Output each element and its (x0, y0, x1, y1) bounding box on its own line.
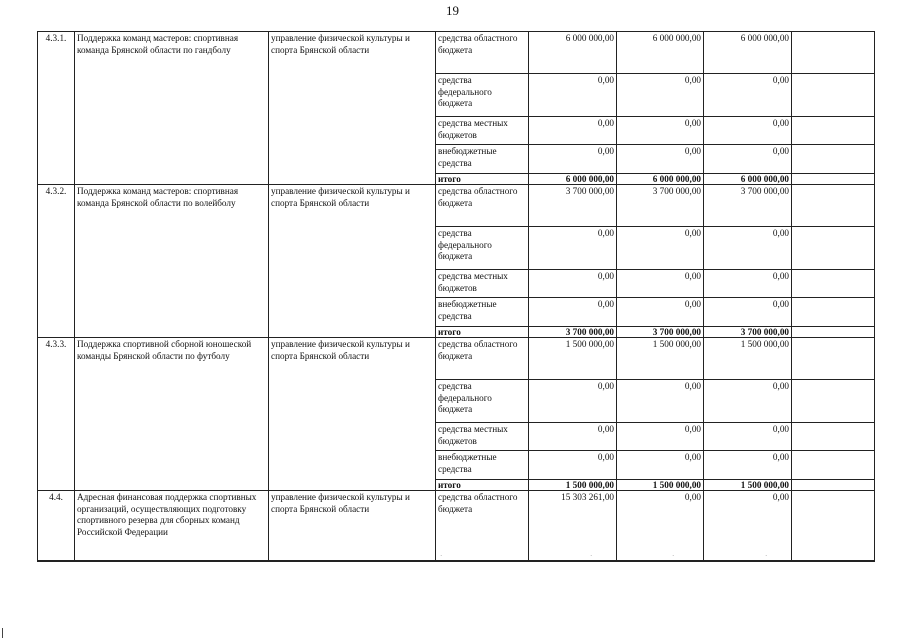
amount-year-1: 0,00 (529, 227, 617, 270)
funding-source: итого (436, 480, 529, 491)
item-number: 4.3.2. (38, 185, 75, 338)
amount-year-3: 3 700 000,00 (704, 327, 792, 338)
amount-year-2: 0,00 (617, 491, 704, 562)
page-number: 19 (446, 3, 459, 18)
item-name: Поддержка команд мастеров: спортивная команда Брянской области по гандболу (75, 32, 269, 185)
amount-year-1: 3 700 000,00 (529, 327, 617, 338)
amount-year-2: 6 000 000,00 (617, 32, 704, 74)
amount-year-1: 0,00 (529, 74, 617, 117)
amount-year-1: 6 000 000,00 (529, 32, 617, 74)
item-executor: управление физической культуры и спорта Брянской области (269, 185, 436, 338)
amount-year-2: 0,00 (617, 145, 704, 174)
amount-year-3: 6 000 000,00 (704, 32, 792, 74)
amount-year-1: 1 500 000,00 (529, 480, 617, 491)
item-executor: управление физической культуры и спорта Брянской области (269, 338, 436, 491)
funding-source: итого (436, 327, 529, 338)
amount-year-1: 0,00 (529, 451, 617, 480)
funding-source: средства областного бюджета (436, 491, 529, 562)
scan-noise: · (672, 552, 675, 560)
amount-year-3: 0,00 (704, 491, 792, 562)
empty-cell (792, 423, 875, 451)
empty-cell (792, 227, 875, 270)
empty-cell (792, 270, 875, 298)
item-executor: управление физической культуры и спорта Брянской области (269, 491, 436, 562)
empty-cell (792, 185, 875, 227)
empty-cell (792, 145, 875, 174)
amount-year-2: 0,00 (617, 227, 704, 270)
empty-cell (792, 451, 875, 480)
table-row (38, 185, 875, 227)
amount-year-2: 0,00 (617, 270, 704, 298)
funding-source: средства федерального бюджета (436, 227, 529, 270)
amount-year-1: 0,00 (529, 423, 617, 451)
amount-year-3: 6 000 000,00 (704, 174, 792, 185)
table-row (38, 32, 875, 74)
amount-year-1: 0,00 (529, 298, 617, 327)
amount-year-1: 0,00 (529, 380, 617, 423)
funding-source: внебюджетные средства (436, 451, 529, 480)
scan-noise: · (765, 552, 768, 560)
item-name: Адресная финансовая поддержка спортивных организаций, осуществляющих подготовку спортивного резерва для сборных команд Российской Федерации (75, 491, 269, 562)
funding-source: средства областного бюджета (436, 338, 529, 380)
funding-source: итого (436, 174, 529, 185)
empty-cell (792, 491, 875, 562)
funding-source: средства федерального бюджета (436, 74, 529, 117)
amount-year-3: 1 500 000,00 (704, 480, 792, 491)
amount-year-3: 0,00 (704, 270, 792, 298)
amount-year-2: 6 000 000,00 (617, 174, 704, 185)
amount-year-3: 0,00 (704, 298, 792, 327)
amount-year-2: 0,00 (617, 423, 704, 451)
item-number: 4.3.1. (38, 32, 75, 185)
amount-year-1: 1 500 000,00 (529, 338, 617, 380)
scan-noise: · (440, 552, 443, 560)
item-number: 4.3.3. (38, 338, 75, 491)
funding-source: средства областного бюджета (436, 185, 529, 227)
amount-year-2: 0,00 (617, 117, 704, 145)
funding-source: средства федерального бюджета (436, 380, 529, 423)
funding-source: внебюджетные средства (436, 298, 529, 327)
amount-year-1: 0,00 (529, 117, 617, 145)
amount-year-1: 0,00 (529, 145, 617, 174)
amount-year-3: 0,00 (704, 380, 792, 423)
amount-year-3: 0,00 (704, 145, 792, 174)
amount-year-2: 1 500 000,00 (617, 480, 704, 491)
amount-year-1: 0,00 (529, 270, 617, 298)
item-name: Поддержка спортивной сборной юношеской команды Брянской области по футболу (75, 338, 269, 491)
amount-year-3: 0,00 (704, 227, 792, 270)
amount-year-3: 1 500 000,00 (704, 338, 792, 380)
table-row (38, 491, 875, 562)
budget-table (37, 31, 875, 562)
funding-source: средства местных бюджетов (436, 423, 529, 451)
empty-cell (792, 480, 875, 491)
amount-year-3: 0,00 (704, 451, 792, 480)
empty-cell (792, 327, 875, 338)
amount-year-2: 3 700 000,00 (617, 327, 704, 338)
empty-cell (792, 174, 875, 185)
amount-year-2: 0,00 (617, 298, 704, 327)
amount-year-3: 0,00 (704, 423, 792, 451)
table-row (38, 338, 875, 380)
amount-year-1: 6 000 000,00 (529, 174, 617, 185)
amount-year-2: 0,00 (617, 451, 704, 480)
amount-year-2: 3 700 000,00 (617, 185, 704, 227)
funding-source: внебюджетные средства (436, 145, 529, 174)
scan-margin-mark (2, 628, 3, 638)
item-number: 4.4. (38, 491, 75, 562)
empty-cell (792, 117, 875, 145)
amount-year-2: 1 500 000,00 (617, 338, 704, 380)
amount-year-2: 0,00 (617, 380, 704, 423)
empty-cell (792, 380, 875, 423)
empty-cell (792, 338, 875, 380)
amount-year-1: 15 303 261,00 (529, 491, 617, 562)
amount-year-2: 0,00 (617, 74, 704, 117)
empty-cell (792, 32, 875, 74)
funding-source: средства местных бюджетов (436, 270, 529, 298)
empty-cell (792, 298, 875, 327)
item-name: Поддержка команд мастеров: спортивная команда Брянской области по волейболу (75, 185, 269, 338)
amount-year-3: 0,00 (704, 74, 792, 117)
scan-noise: · (590, 552, 593, 560)
amount-year-1: 3 700 000,00 (529, 185, 617, 227)
amount-year-3: 0,00 (704, 117, 792, 145)
funding-source: средства областного бюджета (436, 32, 529, 74)
amount-year-3: 3 700 000,00 (704, 185, 792, 227)
item-executor: управление физической культуры и спорта Брянской области (269, 32, 436, 185)
empty-cell (792, 74, 875, 117)
funding-source: средства местных бюджетов (436, 117, 529, 145)
